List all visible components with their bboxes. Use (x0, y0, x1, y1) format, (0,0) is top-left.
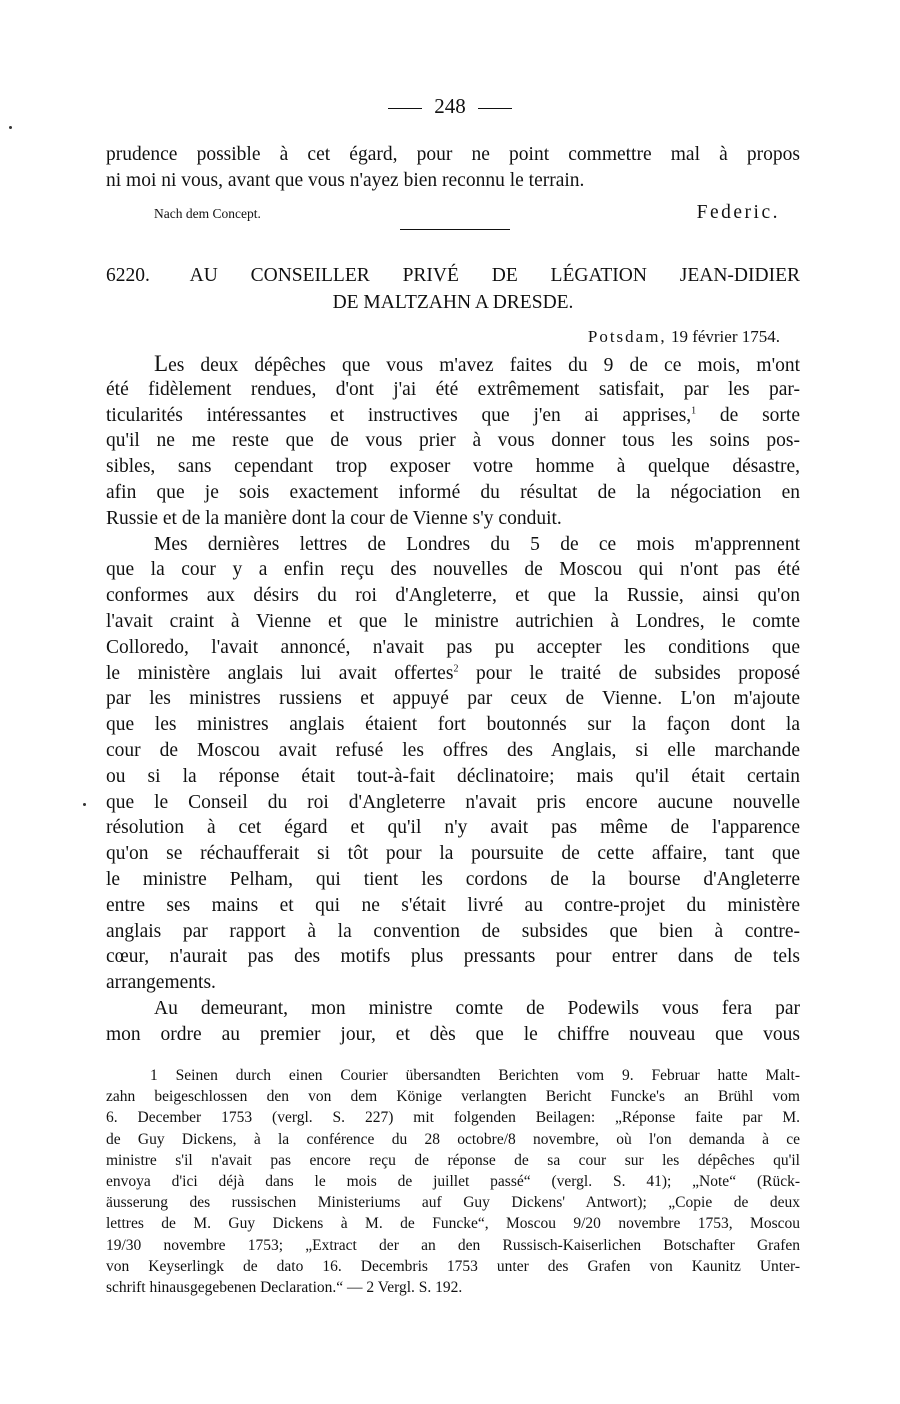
signature: Federic. (696, 202, 780, 223)
footnote-marker: 1 (691, 405, 697, 417)
text-line: mon ordre au premier jour, et dès que le chiffre nouveau que vous (106, 1023, 800, 1045)
heading-text: AU CONSEILLER PRIVÉ DE LÉGATION JEAN-DIDIER (189, 265, 800, 286)
dateline-date: 19 février 1754. (670, 327, 780, 346)
footnote-line: zahn beigeschlossen den von dem Könige verlangten Bericht Funcke's an Brühl vom (106, 1088, 800, 1106)
footnote-line: 6. December 1753 (vergl. S. 227) mit folgenden Beilagen: „Réponse faite par M. (106, 1109, 800, 1127)
dateline-place: Potsdam, (587, 327, 667, 346)
letter-heading-line-2: DE MALTZAHN A DRESDE. (332, 292, 574, 313)
letter-heading-line-1 (106, 262, 800, 289)
text-line: résolution à cet égard et qu'il n'y avait pas même de l'apparence (106, 817, 800, 839)
text-line: que les ministres anglais étaient fort boutonnés sur la façon dont la (106, 714, 800, 736)
text-line: ou si la réponse était tout-à-fait déclinatoire; mais qu'il était certain (106, 765, 800, 787)
page-number-text: 248 (434, 94, 466, 118)
text-line: que le Conseil du roi d'Angleterre n'avait pris encore aucune nouvelle (106, 791, 800, 813)
text-span: pour le traité de subsides proposé (458, 662, 801, 684)
footnote-marker: 2 (453, 663, 459, 675)
footnote-line: 19/30 novembre 1753; „Extract der an den Russisch-Kaiserlichen Botschafter Grafen (106, 1236, 800, 1254)
text-line: que la cour y a enfin reçu des nouvelles de Moscou qui n'ont pas été (106, 559, 800, 581)
footnotes (106, 1065, 800, 1298)
text-line: été fidèlement rendues, d'ont j'ai été extrêmement satisfait, par les par- (106, 378, 800, 400)
text-line: qu'on se réchaufferait si tôt pour la poursuite de cette affaire, tant que (106, 843, 800, 865)
source-note: Nach dem Concept. (154, 206, 261, 221)
footnote-line: schrift hinausgegebenen Declaration.“ — 2 Vergl. S. 192. (106, 1278, 463, 1296)
text-line: Russie et de la manière dont la cour de Vienne s'y conduit. (106, 507, 562, 529)
text-line: l'avait craint à Vienne et que le ministre autrichien à Londres, le comte (106, 610, 800, 632)
footnote-line: von Keyserlingk de dato 16. Decembris 1753 unter des Grafen von Kaunitz Unter- (106, 1257, 800, 1275)
text-line: conformes aux désirs du roi d'Angleterre, et que la Russie, ainsi qu'on (106, 585, 800, 607)
text-line: entre ses mains et qui ne s'était livré au contre-projet du ministère (106, 894, 800, 916)
footnote-line: ministre s'il n'avait pas encore reçu de réponse de sa cour sur les dépêches qu'il (106, 1151, 800, 1169)
text-span: es deux dépêches que vous m'avez faites du 9 de ce mois, m'ont (168, 355, 800, 376)
text-span: de sorte (696, 404, 800, 426)
letter-heading (106, 262, 800, 316)
text-line: ni moi ni vous, avant que vous n'ayez bien reconnu le terrain. (106, 169, 585, 191)
text-span: le ministère anglais lui avait offertes (106, 662, 454, 684)
footnote-line: lettres de M. Guy Dickens à M. de Funcke“, Moscou 9/20 novembre 1753, Moscou (106, 1215, 800, 1233)
margin-speck (9, 126, 12, 129)
footnote-line: 1 Seinen durch einen Courier übersandten Berichten vom 9. Februar hatte Malt- (150, 1067, 800, 1084)
continuation-text (106, 142, 800, 194)
footnote-line: äusserung des russischen Ministeriums auf Guy Dickens' Antwort); „Copie de deux (106, 1194, 800, 1212)
text-line: arrangements. (106, 972, 216, 994)
text-line: sibles, sans cependant trop exposer votre homme à quelque désastre, (106, 456, 800, 478)
text-line: par les ministres russiens et appuyé par ceux de Vienne. L'on m'ajoute (106, 688, 800, 710)
text-line (106, 403, 800, 429)
text-span: ticularités intéressantes et instructives que j'en ai apprises, (106, 404, 692, 426)
text-line: anglais par rapport à la convention de subsides que bien à contre- (106, 920, 800, 942)
text-line: Colloredo, l'avait annoncé, n'avait pas pu accepter les conditions que (106, 636, 800, 658)
text-line: prudence possible à cet égard, pour ne point commettre mal à propos (106, 144, 800, 165)
letter-body (106, 351, 800, 1048)
section-divider (400, 229, 510, 230)
text-line (106, 661, 800, 687)
footnote-line: envoya d'ici déjà dans le mois de juillet passé“ (vergl. S. 41); „Note“ (Rück- (106, 1172, 800, 1190)
page-number (0, 94, 900, 119)
page-number-dash-left (388, 108, 422, 109)
text-line: le ministre Pelham, qui tient les cordons de la bourse d'Angleterre (106, 868, 800, 890)
footnote-line: de Guy Dickens, à la conférence du 28 octobre/8 novembre, où l'on demanda à ce (106, 1130, 800, 1148)
initial-letter: L (154, 351, 169, 376)
text-line: afin que je sois exactement informé du résultat de la négociation en (106, 481, 800, 503)
text-line: cœur, n'aurait pas des motifs plus pressants pour entrer dans de tels (106, 946, 800, 968)
margin-speck (83, 803, 86, 806)
text-line: cour de Moscou avait refusé les offres des Anglais, si elle marchande (106, 739, 800, 761)
text-line (106, 351, 800, 377)
dateline (588, 327, 780, 347)
letter-number: 6220. (106, 265, 150, 286)
text-line: Au demeurant, mon ministre comte de Podewils vous fera par (154, 997, 800, 1019)
text-line: Mes dernières lettres de Londres du 5 de ce mois m'apprennent (154, 533, 800, 555)
closing-row (154, 200, 780, 224)
text-line: qu'il ne me reste que de vous prier à vous donner tous les soins pos- (106, 430, 800, 452)
page-number-dash-right (478, 108, 512, 109)
